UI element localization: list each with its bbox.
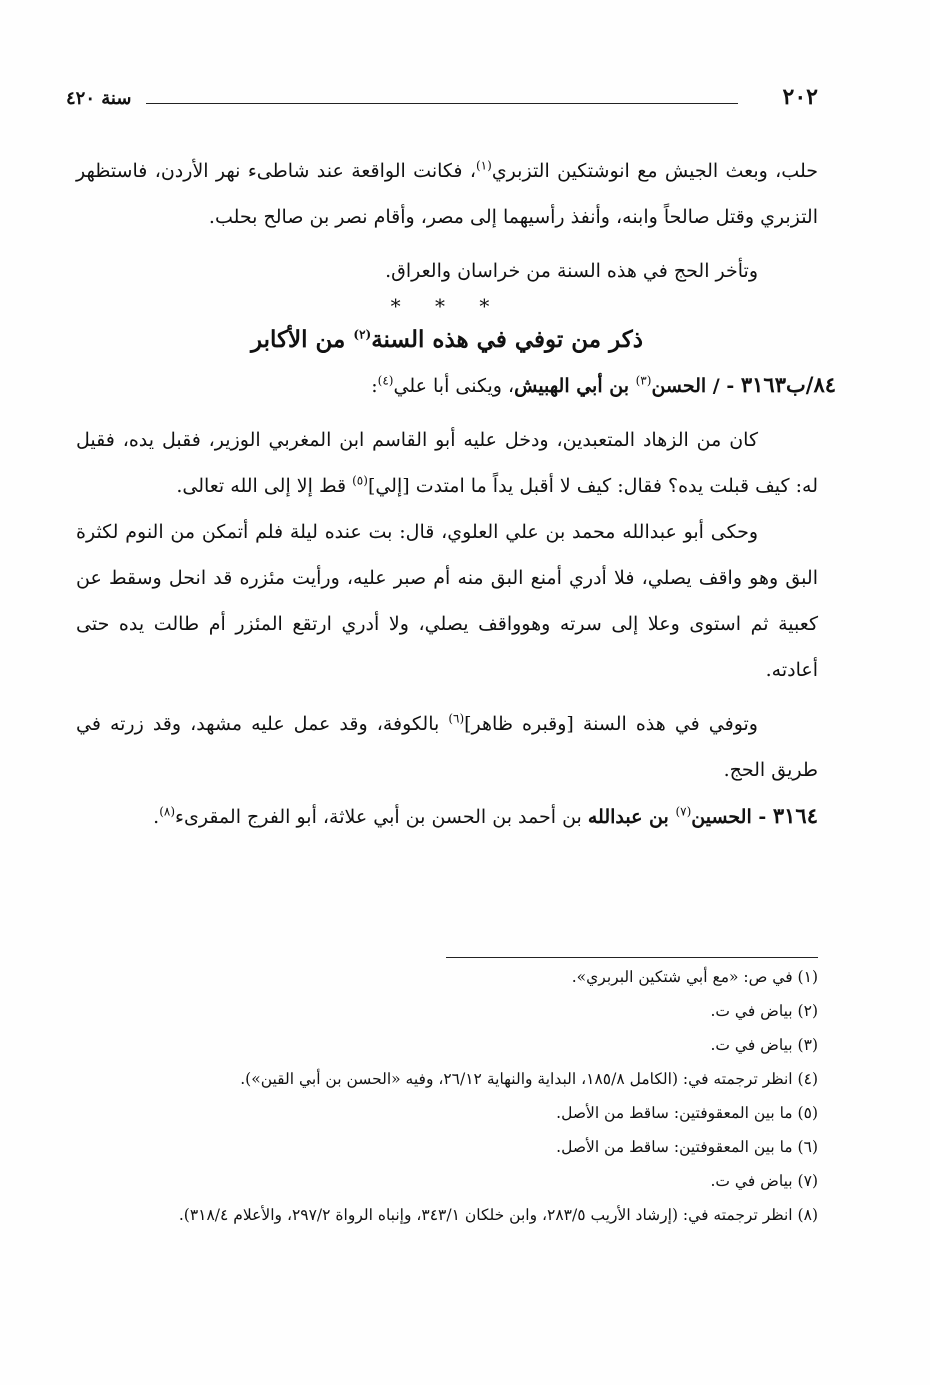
entry-number: ٣١٦٣ bbox=[740, 372, 786, 397]
page-header bbox=[66, 84, 818, 114]
footnote-number: (٤) bbox=[797, 1070, 818, 1088]
paragraph-battle bbox=[76, 148, 818, 240]
footnote-text: انظر ترجمته في: (إرشاد الأريب ٢٨٣/٥، وابن خلكان ٣٤٣/١، وإنباه الرواة ٢٩٧/٢، والأعلام ٣١٨/٤). bbox=[178, 1206, 798, 1224]
footnote-separator bbox=[446, 957, 818, 958]
footnote-number: (٣) bbox=[797, 1036, 818, 1054]
footnote-number: (٦) bbox=[797, 1138, 818, 1156]
paragraph-text: حلب، وبعث الجيش مع انوشتكين التزبري bbox=[491, 160, 818, 182]
footnote-5 bbox=[76, 1096, 818, 1130]
main-text bbox=[76, 148, 836, 840]
footnote-text: ما بين المعقوفتين: ساقط من الأصل. bbox=[556, 1138, 798, 1156]
entry-heading-3164 bbox=[76, 793, 818, 840]
footnote-number: (٥) bbox=[797, 1104, 818, 1122]
footnote-text: بياض في ت. bbox=[710, 1036, 798, 1054]
entry-kunya: ، ويكنى أبا علي bbox=[393, 375, 515, 397]
footnote-ref: (٦) bbox=[448, 711, 465, 726]
entry-lineage: بن أحمد بن الحسن بن أبي علاثة، أبو الفرج المقرىء bbox=[175, 806, 588, 828]
section-separator-stars: * * * bbox=[390, 294, 504, 318]
footnote-4 bbox=[76, 1062, 818, 1096]
entry-colon: : bbox=[371, 375, 378, 397]
paragraph-hajj: وتأخر الحج في هذه السنة من خراسان والعراق. bbox=[385, 260, 758, 282]
paragraph-text: وتوفي في هذه السنة [وقبره ظاهر] bbox=[464, 713, 758, 735]
entry-name: - / الحسن bbox=[651, 375, 741, 397]
entry-name: - الحسين bbox=[691, 806, 773, 828]
paragraph-ascetic bbox=[76, 417, 818, 509]
footnote-7 bbox=[76, 1164, 818, 1198]
footnote-text: بياض في ت. bbox=[710, 1002, 798, 1020]
footnote-text: بياض في ت. bbox=[710, 1172, 798, 1190]
header-rule bbox=[146, 103, 738, 104]
footnote-text: انظر ترجمته في: (الكامل ١٨٥/٨، البداية والنهاية ٢٦/١٢، وفيه «الحسن بن أبي القين»). bbox=[240, 1070, 798, 1088]
paragraph-text: ، فكانت الواقعة عند شاطىء نهر الأردن، فاستظهر التزبري وقتل صالحاً وابنه، وأنفذ رأسيهما إلى مصر، وأقام نصر بن صالح بحلب. bbox=[76, 160, 818, 228]
paragraph-text: بالكوفة، وقد عمل عليه مشهد، وقد زرته في طريق الحج. bbox=[76, 713, 818, 781]
footnote-text: في ص: «مع أبي شتكين البربري». bbox=[571, 968, 798, 986]
entry-name: بن أبي الهبيش bbox=[514, 375, 636, 397]
footnote-number: (٨) bbox=[797, 1206, 818, 1224]
footnote-ref: (١) bbox=[475, 158, 492, 173]
footnote-8 bbox=[76, 1198, 818, 1232]
manuscript-folio-marker: ٨٤/ب bbox=[785, 372, 836, 397]
footnote-ref: (٢) bbox=[353, 327, 372, 342]
footnote-2 bbox=[76, 994, 818, 1028]
paragraph-death bbox=[76, 701, 818, 793]
footnote-ref: (٤) bbox=[377, 373, 394, 388]
running-year-label: سنة ٤٢٠ bbox=[66, 88, 132, 109]
section-title-text: من الأكابر bbox=[250, 326, 354, 353]
footnote-number: (٢) bbox=[797, 1002, 818, 1020]
entry-number: ٣١٦٤ bbox=[772, 803, 818, 828]
entry-name: بن عبدالله bbox=[587, 806, 676, 828]
paragraph-text: قط إلا إلى الله تعالى. bbox=[176, 475, 353, 497]
footnote-number: (٧) bbox=[797, 1172, 818, 1190]
entry-heading-3163 bbox=[76, 362, 836, 409]
entry-period: . bbox=[153, 806, 160, 828]
section-title-text: ذكر من توفي في هذه السنة bbox=[371, 326, 644, 353]
footnote-ref: (٣) bbox=[635, 373, 652, 388]
section-title bbox=[76, 318, 818, 362]
footnotes bbox=[76, 960, 818, 1232]
footnote-number: (١) bbox=[797, 968, 818, 986]
footnote-6 bbox=[76, 1130, 818, 1164]
page-number: ٢٠٢ bbox=[782, 84, 818, 110]
paragraph-text: كان من الزهاد المتعبدين، ودخل عليه أبو القاسم ابن المغربي الوزير، فقبل يده، فقيل له: كيف قبلت يده؟ فقال: كيف لا أقبل يداً ما امتدت [إلي] bbox=[76, 429, 818, 497]
footnote-1 bbox=[76, 960, 818, 994]
footnote-ref: (٨) bbox=[159, 804, 176, 819]
footnote-3 bbox=[76, 1028, 818, 1062]
footnote-ref: (٥) bbox=[352, 473, 368, 488]
footnote-text: ما بين المعقوفتين: ساقط من الأصل. bbox=[556, 1104, 798, 1122]
paragraph-anecdote: وحكى أبو عبدالله محمد بن علي العلوي، قال: بت عنده ليلة فلم أتمكن من النوم لكثرة البق وهو واقف يصلي، فلا أدري أمنع البق منه أم صبر عليه، ورأيت مئزره قد انحل وسقط عن كعبية ثم استوى وعلا إلى سرته وهوواقف يصلي، ولا أدري ارتقع المئزر أم طالت يده حتى أعادته. bbox=[76, 521, 818, 681]
footnote-ref: (٧) bbox=[675, 804, 692, 819]
